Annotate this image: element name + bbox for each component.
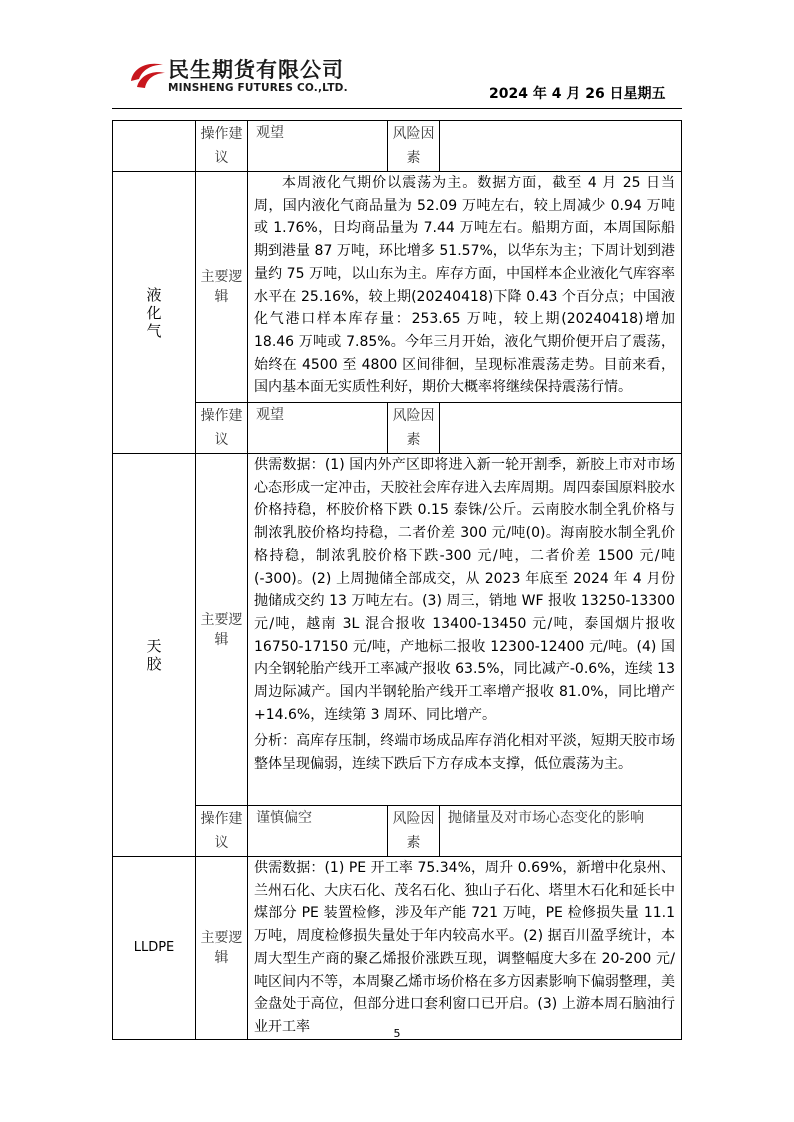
company-logo-icon: [127, 55, 167, 95]
top-advice-label: 操作建议: [196, 121, 248, 172]
lpg-logic-label: 主要逻辑: [196, 172, 248, 403]
lldpe-category: [113, 857, 196, 1040]
rubber-advice-row: [113, 806, 682, 857]
rubber-logic-label: 主要逻辑: [196, 454, 248, 806]
top-risk-value: [440, 121, 682, 172]
lldpe-category-label: LLDPE: [133, 940, 175, 956]
lpg-logic-row: [113, 172, 682, 403]
rubber-analysis-text: 分析：高库存压制，终端市场成品库存消化相对平淡，短期天胶市场整体呈现偏弱，连续下跌后下方存成本支撑，低位震荡为主。: [254, 733, 675, 773]
rubber-category-label: 天胶: [146, 637, 162, 673]
lldpe-logic-text: 供需数据：(1) PE 开工率 75.34%，周升 0.69%，新增中化泉州、兰州石化、大庆石化、茂名石化、独山子石化、塔里木石化和延长中煤部分 PE 装置检修，涉及年产能 721 万吨，PE 检修损失量 11.1 万吨，周度检修损失量处于年内较高水平。(2) 据百川盈孚统计，本周大型生产商的聚乙烯报价涨跌互现，调整幅度大多在 20-200 元/吨区间内不等，本周聚乙烯市场价格在多方因素影响下偏弱整理，美金盘处于高位，但部分进口套利窗口已开启。(3) 上游本周石脑油行业开工率: [254, 860, 675, 1035]
lpg-category: [113, 172, 196, 454]
lpg-logic-cell: [248, 172, 682, 403]
company-name-cn: 民生期货有限公司: [168, 58, 344, 82]
top-advice-row: [113, 121, 682, 172]
rubber-risk-label: 风险因素: [388, 806, 440, 857]
lldpe-logic-cell: [248, 857, 682, 1040]
rubber-advice-value: 谨慎偏空: [248, 806, 388, 857]
rubber-logic-cell: [248, 454, 682, 806]
lldpe-logic-label: 主要逻辑: [196, 857, 248, 1040]
rubber-logic-text: 供需数据：(1) 国内外产区即将进入新一轮开割季，新胶上市对市场心态形成一定冲击，天胶社会库存进入去库周期。周四泰国原料胶水价格持稳，杯胶价格下跌 0.15 泰铢/公斤。云南胶水制全乳价格与制浓乳胶价格均持稳，二者价差 300 元/吨(0)。海南胶水制全乳价格持稳，制浓乳胶价格下跌-300 元/吨，二者价差 1500 元/吨 (-300)。(2) 上周抛储全部成交，从 2023 年底至 2024 年 4 月份抛储成交约 13 万吨左右。(3) 周三，销地 WF 报收 13250-13300 元/吨，越南 3L 混合报收 13400-13450 元/吨，泰国烟片报收 16750-17150 元/吨，产地标二报收 12300-12400 元/吨。(4) 国内全钢轮胎产线开工率减产报收 63.5%，同比减产-0.6%，连续 13 周边际减产。国内半钢轮胎产线开工率增产报收 81.0%，同比增产+14.6%，连续第 3 周环、同比增产。: [254, 457, 675, 723]
lpg-risk-label: 风险因素: [388, 403, 440, 454]
lpg-advice-row: [113, 403, 682, 454]
rubber-category: [113, 454, 196, 857]
top-risk-label: 风险因素: [388, 121, 440, 172]
lpg-advice-value: 观望: [248, 403, 388, 454]
rubber-logic-row: [113, 454, 682, 806]
page-header: [0, 0, 794, 110]
top-advice-value: 观望: [248, 121, 388, 172]
lldpe-logic-row: [113, 857, 682, 1040]
lpg-logic-text: 本周液化气期价以震荡为主。数据方面，截至 4 月 25 日当周，国内液化气商品量为 52.09 万吨左右，较上周减少 0.94 万吨或 1.76%，日均商品量为 7.44 万吨左右。船期方面，本周国际船期到港量 87 万吨，环比增多 51.57%，以华东为主；下周计划到港量约 75 万吨，以山东为主。库存方面，中国样本企业液化气库容率水平在 25.16%，较上期(20240418)下降 0.43 个百分点；中国液化气港口样本库存量：253.65 万吨，较上期(20240418)增加 18.46 万吨或 7.85%。今年三月开始，液化气期价便开启了震荡，始终在 4500 至 4800 区间徘徊，呈现标准震荡走势。目前来看，国内基本面无实质性利好，期价大概率将继续保持震荡行情。: [254, 175, 675, 396]
commodity-table: [112, 120, 682, 1040]
rubber-risk-value: 抛储量及对市场心态变化的影响: [440, 806, 682, 857]
lpg-risk-value: [440, 403, 682, 454]
rubber-advice-label: 操作建议: [196, 806, 248, 857]
page-number: 5: [393, 1027, 401, 1040]
header-divider: [112, 108, 682, 109]
lpg-category-label: 液化气: [146, 285, 162, 340]
company-name-en: MINSHENG FUTURES CO.,LTD.: [168, 82, 348, 94]
report-date: 2024 年 4 月 26 日星期五: [489, 86, 666, 102]
lpg-advice-label: 操作建议: [196, 403, 248, 454]
top-category-cell: [113, 121, 196, 172]
